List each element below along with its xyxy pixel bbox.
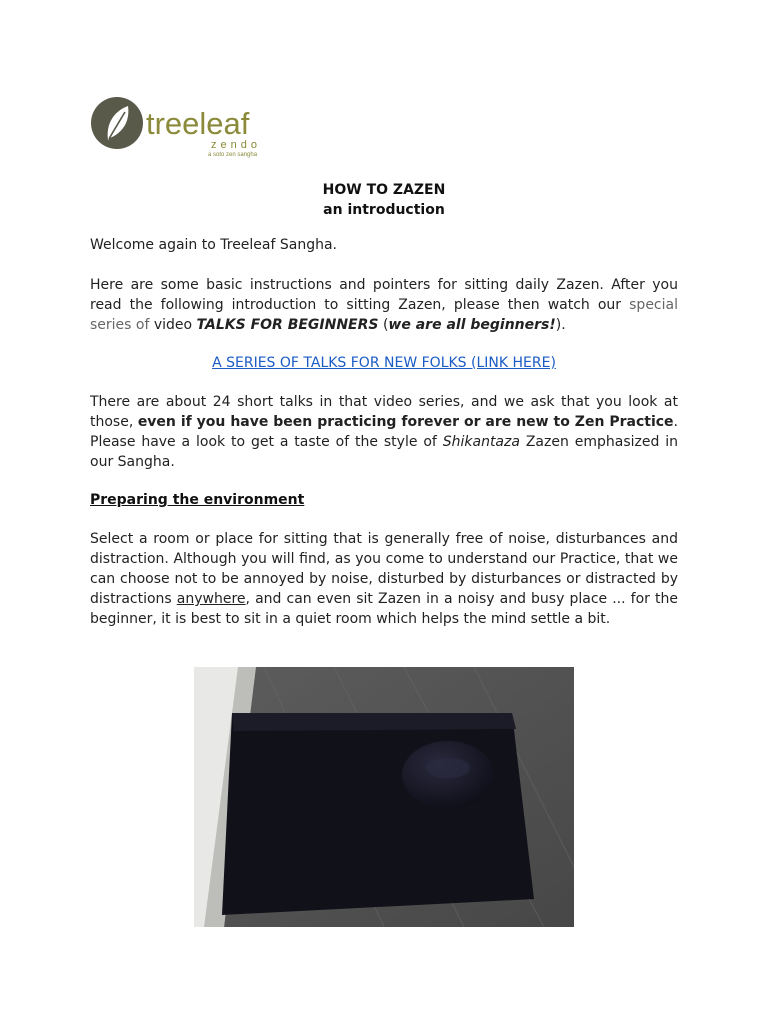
zafu-zabuton-photo [194, 667, 574, 927]
logo-subtitle: zendo [211, 139, 261, 151]
talks-link-container [0, 353, 768, 373]
special-series-text: special series of [90, 297, 678, 333]
title-line-2: an introduction [323, 202, 445, 218]
section-heading: Preparing the environment [90, 492, 305, 508]
zabuton-mat [222, 713, 534, 915]
logo-wordmark: treeleaf [146, 106, 250, 141]
intro-paragraph: Here are some basic instructions and pointers for sitting daily Zazen. After you read the following introduction to sitting Zazen, please then watch our special series of video TALKS FOR BEGINNERS (we are all beginners!). [90, 277, 678, 333]
emphasis-text: even if you have been practicing forever or are new to Zen Practice [137, 414, 674, 430]
talks-link[interactable]: A SERIES OF TALKS FOR NEW FOLKS (LINK HERE) [212, 355, 556, 371]
treeleaf-logo-icon [90, 92, 280, 158]
welcome-paragraph: Welcome again to Treeleaf Sangha. [90, 237, 338, 253]
anywhere-text: anywhere [176, 591, 246, 607]
page-title [0, 180, 768, 220]
treeleaf-logo [90, 92, 280, 158]
talks-paragraph: There are about 24 short talks in that video series, and we ask that you look at those, even if you have been practicing forever or are new to Zen Practice. Please have a look to get a taste of the style of Shikantaza Zazen emphasized in our Sangha. [90, 394, 678, 470]
environment-paragraph: Select a room or place for sitting that is generally free of noise, disturbances and distraction. Although you will find, as you come to understand our Practice, that we can choose not to be annoyed by noise, disturbed by disturbances or distracted by distractions anywhere, and can even sit Zazen in a noisy and busy place ... for the beginner, it is best to sit in a quiet room which helps the mind settle a bit. [90, 531, 678, 627]
shikantaza-text: Shikantaza [442, 434, 520, 450]
all-beginners-text: we are all beginners! [388, 317, 556, 333]
talks-for-beginners-text: TALKS FOR BEGINNERS [196, 317, 379, 333]
logo-tagline: a soto zen sangha [208, 152, 258, 158]
cushion-image [194, 667, 574, 927]
title-line-1: HOW TO ZAZEN [322, 182, 446, 198]
